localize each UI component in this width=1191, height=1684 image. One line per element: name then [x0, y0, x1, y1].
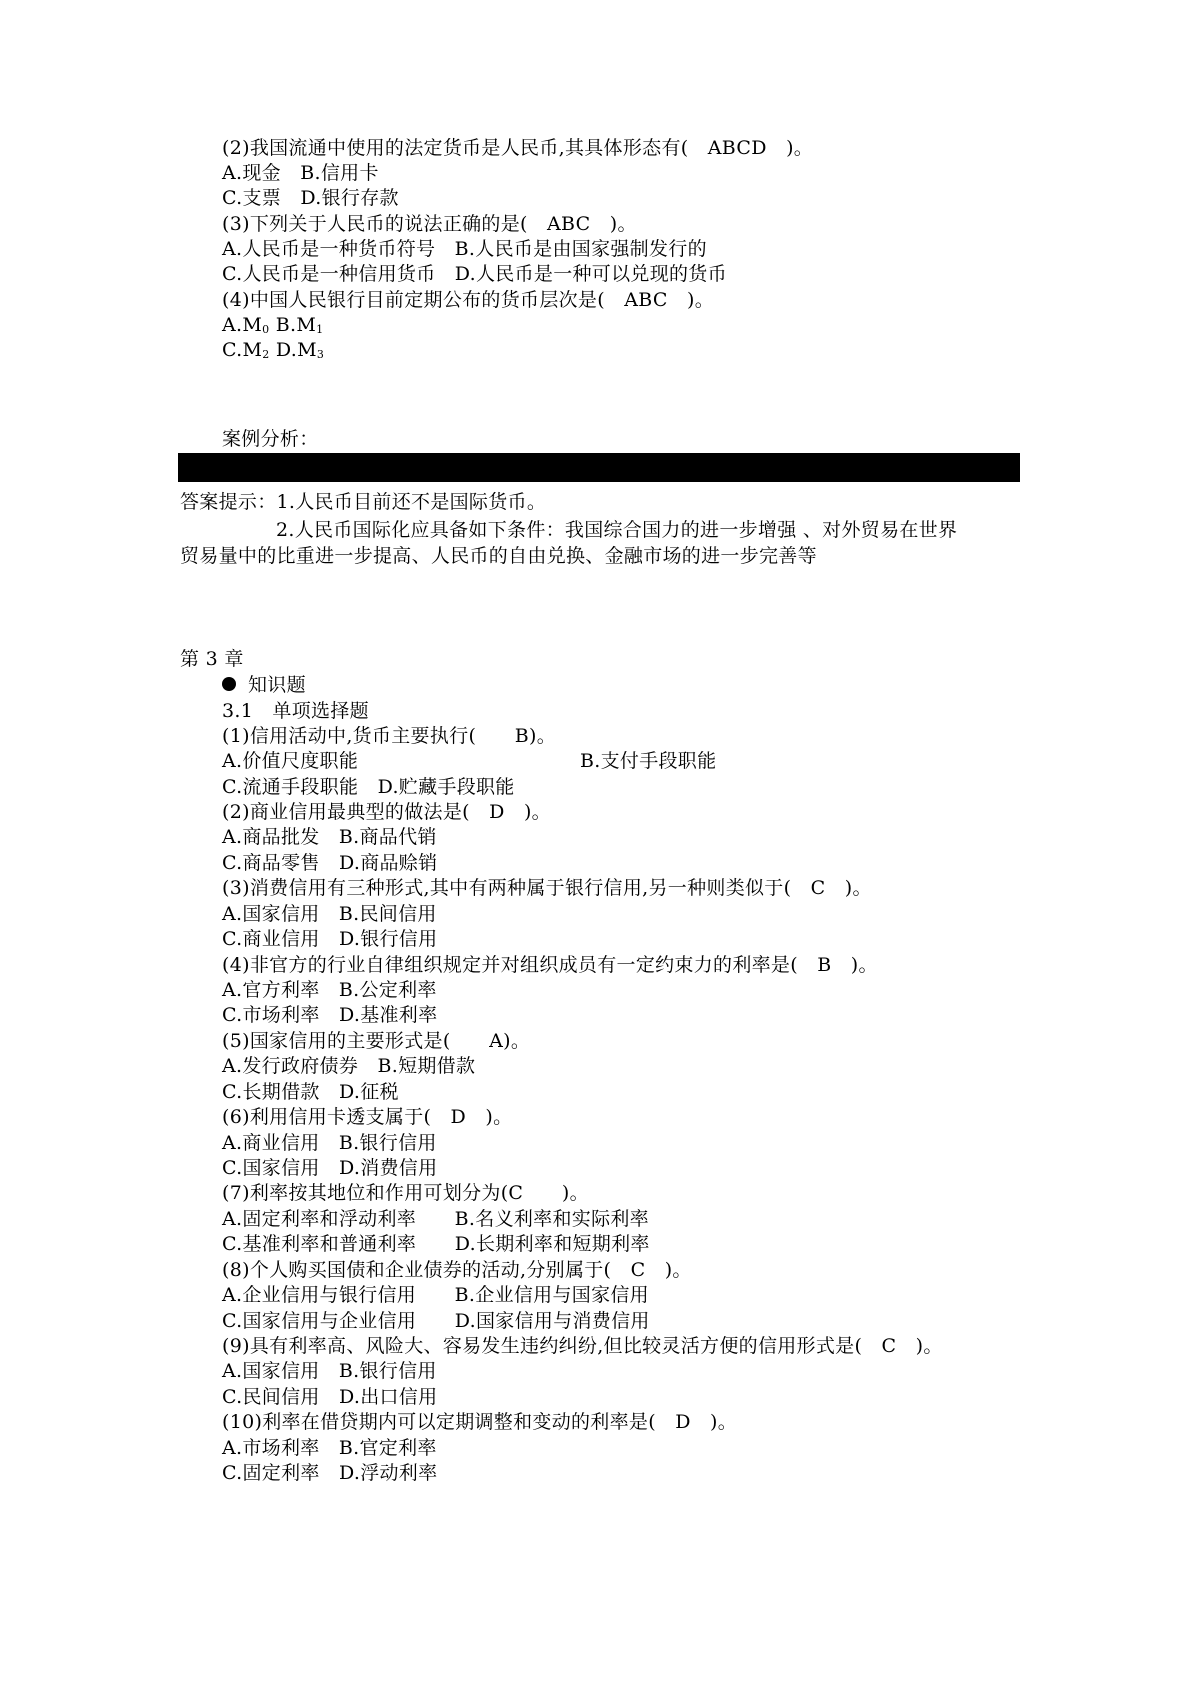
question-options-ab: A.商业信用 B.银行信用 [222, 1132, 437, 1154]
knowledge-heading-row [222, 673, 306, 697]
question-stem: (9)具有利率高、风险大、容易发生违约纠纷,但比较灵活方便的信用形式是( C )。 [222, 1335, 943, 1357]
question-options-ab: A.企业信用与银行信用 B.企业信用与国家信用 [222, 1284, 649, 1306]
question-option-a: A.价值尺度职能 [222, 750, 359, 772]
question-options-cd: C.市场利率 D.基准利率 [222, 1004, 438, 1026]
question-stem: (2)商业信用最典型的做法是( D )。 [222, 801, 551, 823]
question-options-cd: C.固定利率 D.浮动利率 [222, 1462, 438, 1484]
question-options-ab: A.商品批发 B.商品代销 [222, 826, 437, 848]
answer-line-1: 答案提示：1.人民币目前还不是国际货币。 [180, 491, 547, 513]
question-stem: (8)个人购买国债和企业债券的活动,分别属于( C )。 [222, 1259, 692, 1281]
q2-stem: (2)我国流通中使用的法定货币是人民币,其具体形态有( ABCD )。 [222, 137, 814, 159]
q4-option-d: D.M [275, 339, 317, 361]
q4-option-a-sub: 0 [262, 323, 270, 336]
question-options-cd: C.国家信用 D.消费信用 [222, 1157, 438, 1179]
question-options-cd: C.民间信用 D.出口信用 [222, 1386, 438, 1408]
q3-options-ab: A.人民币是一种货币符号 B.人民币是由国家强制发行的 [222, 238, 707, 260]
question-options-cd: C.流通手段职能 D.贮藏手段职能 [222, 776, 515, 798]
q4-option-c-sub: 2 [262, 348, 270, 361]
question-options-ab: A.市场利率 B.官定利率 [222, 1437, 437, 1459]
answer-line-3: 贸易量中的比重进一步提高、人民币的自由兑换、金融市场的进一步完善等 [180, 545, 817, 567]
question-option-b: B.支付手段职能 [580, 750, 717, 772]
question-options-ab: A.官方利率 B.公定利率 [222, 979, 437, 1001]
q2-options-ab: A.现金 B.信用卡 [222, 162, 379, 184]
question-stem: (4)非官方的行业自律组织规定并对组织成员有一定约束力的利率是( B )。 [222, 954, 878, 976]
q4-stem: (4)中国人民银行目前定期公布的货币层次是( ABC )。 [222, 289, 715, 311]
q4-option-b: B.M [275, 314, 317, 336]
question-stem: (10)利率在借贷期内可以定期调整和变动的利率是( D )。 [222, 1411, 738, 1433]
q3-options-cd: C.人民币是一种信用货币 D.人民币是一种可以兑现的货币 [222, 263, 727, 285]
question-options-cd: C.国家信用与企业信用 D.国家信用与消费信用 [222, 1310, 650, 1332]
question-options-ab: A.国家信用 B.银行信用 [222, 1360, 437, 1382]
section-title: 3.1 单项选择题 [222, 700, 369, 722]
question-stem: (5)国家信用的主要形式是( A)。 [222, 1030, 531, 1052]
q4-option-a: A.M [222, 314, 263, 336]
q4-options-cd [222, 338, 324, 362]
q4-options-ab [222, 313, 323, 337]
question-options-ab: A.固定利率和浮动利率 B.名义利率和实际利率 [222, 1208, 649, 1230]
redaction-bar [178, 453, 1020, 482]
q2-options-cd: C.支票 D.银行存款 [222, 187, 399, 209]
answer-line-2: 2.人民币国际化应具备如下条件：我国综合国力的进一步增强 、对外贸易在世界 [276, 519, 958, 541]
question-options-ab: A.发行政府债券 B.短期借款 [222, 1055, 476, 1077]
question-options-cd: C.商业信用 D.银行信用 [222, 928, 438, 950]
chapter-title: 第 3 章 [180, 648, 244, 670]
question-options-cd: C.商品零售 D.商品赊销 [222, 852, 438, 874]
q3-stem: (3)下列关于人民币的说法正确的是( ABC )。 [222, 213, 637, 235]
q4-option-d-sub: 3 [316, 348, 325, 361]
bullet-icon [222, 677, 236, 691]
q4-option-c: C.M [222, 339, 263, 361]
question-options-ab: A.国家信用 B.民间信用 [222, 903, 437, 925]
question-stem: (7)利率按其地位和作用可划分为(C )。 [222, 1182, 589, 1204]
question-stem: (1)信用活动中,货币主要执行( B)。 [222, 725, 557, 747]
question-stem: (3)消费信用有三种形式,其中有两种属于银行信用,另一种则类似于( C )。 [222, 877, 872, 899]
case-heading: 案例分析： [222, 428, 319, 450]
question-options-cd: C.长期借款 D.征税 [222, 1081, 399, 1103]
question-options-cd: C.基准利率和普通利率 D.长期利率和短期利率 [222, 1233, 650, 1255]
question-stem: (6)利用信用卡透支属于( D )。 [222, 1106, 513, 1128]
knowledge-heading: 知识题 [248, 674, 306, 696]
q4-option-b-sub: 1 [316, 323, 324, 336]
